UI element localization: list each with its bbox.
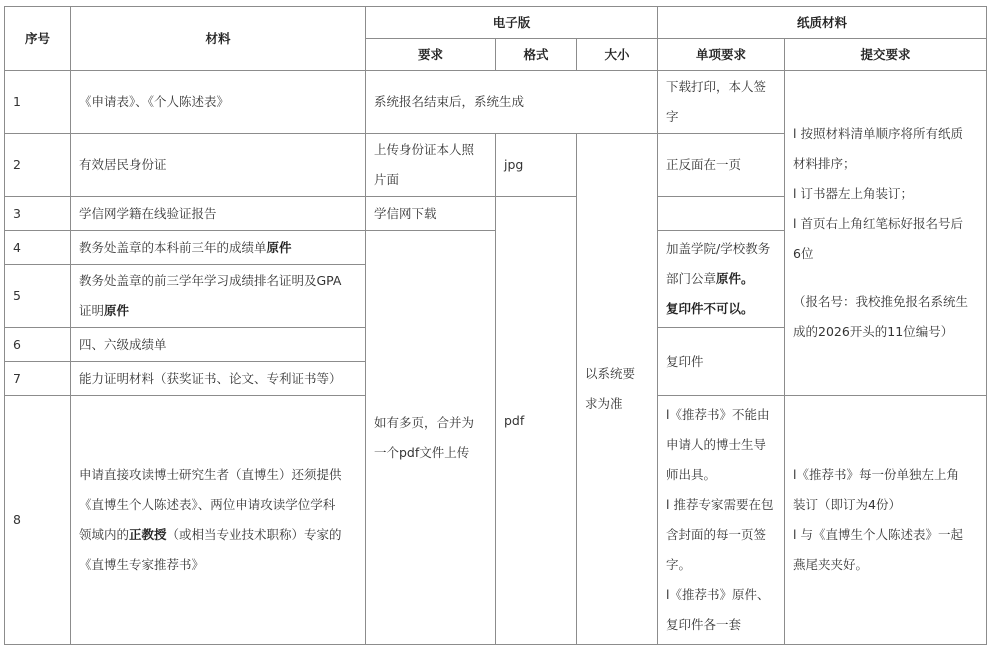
text-line: 下载打印，本人签: [666, 79, 767, 94]
text-line: 6位: [793, 246, 814, 261]
material-bold: 原件: [266, 239, 292, 255]
text-line: 《直博生专家推荐书》: [79, 557, 205, 572]
text-line: 一个pdf文件上传: [374, 444, 470, 460]
row-material: 有效居民身份证: [71, 134, 366, 197]
row-format: jpg: [496, 134, 577, 197]
submit-requirement-1to7: [785, 71, 987, 396]
row-no: 2: [5, 134, 71, 197]
text-line: 证明原件: [79, 303, 130, 318]
text-line: 如有多页，合并为: [374, 414, 475, 430]
text-line: 成的2026开头的11位编号）: [793, 324, 954, 339]
text-line: 材料排序；: [793, 156, 856, 171]
text-line: 申请直接攻读博士研究生者（直博生）还须提供: [79, 467, 342, 482]
row-no: 5: [5, 265, 71, 328]
text-line: 复印件不可以。: [666, 301, 754, 316]
text-line: 领域内的正教授（或相当专业技术职称）专家的: [79, 527, 342, 542]
row-no: 1: [5, 71, 71, 134]
paper-item-6to7: 复印件: [658, 328, 785, 396]
text-line: l 订书器左上角装订；: [793, 186, 913, 201]
text-line: 字。: [666, 557, 692, 572]
row-electronic-merged: 系统报名结束后，系统生成: [366, 71, 658, 134]
submit-requirement-8: [785, 396, 987, 645]
text-line: 燕尾夹夹好。: [793, 557, 869, 572]
text-line: l 与《直博生个人陈述表》一起: [793, 527, 963, 542]
paper-item-4to5: [658, 231, 785, 328]
table-row: [5, 71, 987, 134]
row-no: 7: [5, 362, 71, 396]
text-line: 教务处盖章的前三学年学习成绩排名证明及GPA: [79, 273, 342, 288]
text-line: l《推荐书》原件、: [666, 587, 770, 602]
material-text: 教务处盖章的本科前三年的成绩单: [79, 239, 267, 255]
row-material: 学信网学籍在线验证报告: [71, 197, 366, 231]
row-requirement: [366, 134, 496, 197]
text-line: 装订（即订为4份）: [793, 497, 901, 512]
text-line: 含封面的每一页签: [666, 527, 767, 542]
row-requirement: 学信网下载: [366, 197, 496, 231]
header-size: 大小: [577, 39, 658, 71]
text-line: l 首页右上角红笔标好报名号后: [793, 216, 963, 231]
row-material: 能力证明材料（获奖证书、论文、专利证书等）: [71, 362, 366, 396]
text-line: l《推荐书》不能由: [666, 407, 770, 422]
text-line: 《直博生个人陈述表》、两位申请攻读学位学科: [79, 497, 336, 512]
row-no: 6: [5, 328, 71, 362]
header-electronic: 电子版: [366, 7, 658, 39]
row-material: [71, 265, 366, 328]
text-line: 复印件各一套: [666, 617, 742, 632]
text-line: 求为准: [585, 396, 623, 411]
text-line: 上传身份证本人照: [374, 142, 475, 157]
text-line: 部门公章原件。: [666, 271, 754, 286]
header-item-requirement: 单项要求: [658, 39, 785, 71]
row-material: 《申请表》、《个人陈述表》: [71, 71, 366, 134]
row-paper-item-empty: [658, 197, 785, 231]
row-material: [71, 396, 366, 645]
size-merged: [577, 134, 658, 645]
row-no: 4: [5, 231, 71, 265]
header-material: 材料: [71, 7, 366, 71]
text-line: （报名号：我校推免报名系统生: [793, 294, 969, 309]
text-line: l 推荐专家需要在包: [666, 497, 774, 512]
row-paper-item: [658, 71, 785, 134]
header-submit-requirement: 提交要求: [785, 39, 987, 71]
paper-item-8: [658, 396, 785, 645]
text-line: 以系统要: [585, 366, 636, 381]
requirement-merged: [366, 231, 496, 645]
text-line: 字: [666, 109, 679, 124]
row-material: [71, 231, 366, 265]
header-format: 格式: [496, 39, 577, 71]
text-line: 加盖学院/学校教务: [666, 241, 771, 256]
header-row-1: [5, 7, 987, 39]
materials-table: [4, 6, 987, 645]
row-no: 8: [5, 396, 71, 645]
row-material: 四、六级成绩单: [71, 328, 366, 362]
header-requirement: 要求: [366, 39, 496, 71]
row-no: 3: [5, 197, 71, 231]
header-no: 序号: [5, 7, 71, 71]
text-line: 片面: [374, 172, 400, 187]
text-line: l 按照材料清单顺序将所有纸质: [793, 126, 963, 141]
text-line: 师出具。: [666, 467, 717, 482]
row-paper-item: 正反面在一页: [658, 134, 785, 197]
header-paper: 纸质材料: [658, 7, 987, 39]
format-merged: pdf: [496, 197, 577, 645]
text-line: l《推荐书》每一份单独左上角: [793, 467, 959, 482]
text-line: 申请人的博士生导: [666, 437, 767, 452]
